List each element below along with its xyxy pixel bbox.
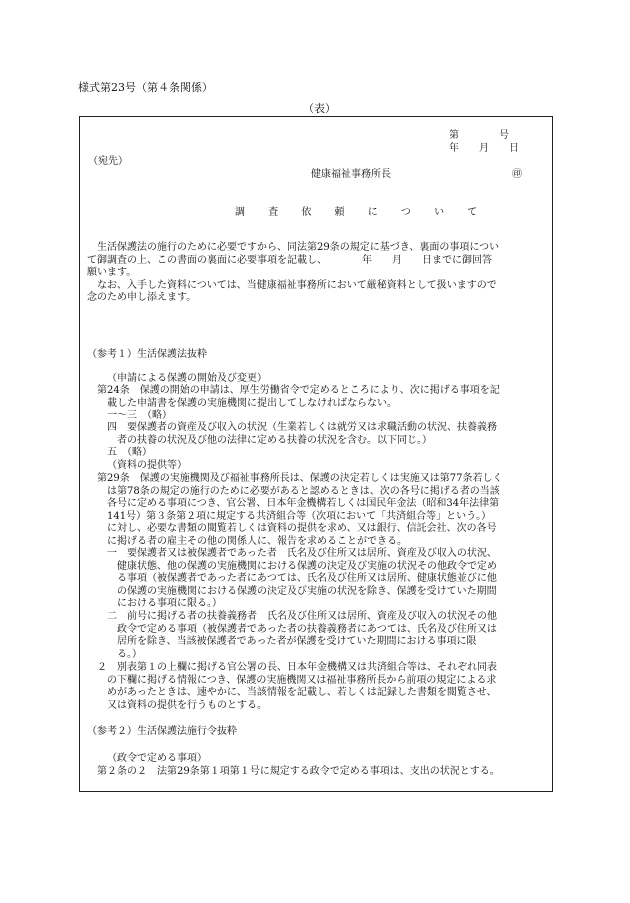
document-date: 年 月 日: [449, 143, 519, 154]
ref2-caption: （政令で定める事項）: [107, 753, 207, 764]
article-29-item-1: 一 要保護者又は被保護者であった者 氏名及び住所又は居所、資産及び収入の状況、 健康状態、他の保護の実施機関における保護の決定及び実施の状況その他政令で定め る事項（被保護者であった者にあつては、氏名及び住所又は居所、健康状態並びに他 の保護の実施機関における保護の決定及び実施の状況を除き、保護を受けていた期間 における事項に限る。）: [107, 548, 497, 609]
article-24-items-1-3: 一～三 （略）: [107, 410, 172, 421]
article-24-item-4: 四 要保護者の資産及び収入の状況（生業若しくは就労又は求職活動の状況、扶養義務 者の扶養の状況及び他の法律に定める扶養の状況を含む。以下同じ。）: [107, 422, 497, 446]
document-number: 第 号: [449, 130, 509, 141]
article-29-paragraph-2: ２ 別表第１の上欄に掲げる官公署の長、日本年金機構又は共済組合等は、それぞれ同表 の下欄に掲げる情報につき、保護の実施機関又は福祉事務所長から前項の規定による求 めがあったときは、速やかに、当該情報を記載し、若しくは記録した書類を閲覧させ、 又は資料の提供を行うものとする。: [97, 662, 497, 711]
addressee: （宛先）: [88, 156, 128, 167]
document-title: 調 査 依 頼 に つ い て: [235, 207, 488, 218]
form-number: 様式第23号（第４条関係）: [78, 81, 213, 94]
seal-mark: ㊞: [512, 169, 522, 180]
article-29: 第29条 保護の実施機関及び福祉事務所長は、保護の決定若しくは実施又は第77条若しく は第78条の規定の施行のために必要があると認めるときは、次の各号に掲げる者の当該 各号に定める事項につき、官公署、日本年金機構若しくは国民年金法（昭和34年法律第 141号）第３条第２項に規定する共済組合等（次項において「共済組合等」という。） に対し、必要な書類の閲覧若しくは資料の提供を求め、又は銀行、信託会社、次の各号 に掲げる者の雇主その他の関係人に、報告を求めることができる。: [97, 473, 503, 547]
ref1-caption-1: （申請による保護の開始及び変更）: [107, 373, 267, 384]
article-24: 第24条 保護の開始の申請は、厚生労働省令で定めるところにより、次に掲げる事項を記 載した申請書を保護の実施機関に提出してしなければならない。: [97, 385, 500, 409]
ref1-heading: （参考１）生活保護法抜粋: [87, 349, 207, 360]
article-29-item-2: 二 前号に掲げる者の扶養義務者 氏名及び住所又は居所、資産及び収入の状況その他 政令で定める事項（被保護者であった者の扶養義務者にあつては、氏名及び住所又は 居所を除き、当該被保護者であった者が保護を受けていた期間における事項に限 る。）: [107, 611, 497, 660]
sender-name: 健康福祉事務所長: [311, 169, 391, 180]
document-frame: [79, 116, 553, 792]
ref2-heading: （参考２）生活保護法施行令抜粋: [87, 726, 237, 737]
request-body: 生活保護法の施行のために必要ですから、同法第29条の規定に基づき、裏面の事項につい て御調査の上、この書面の裏面に必要事項を記載し、 年 月 日までに御回答 願います。 なお、入手した資料については、当健康福祉事務所において厳秘資料として扱いますので 念のため申し添えます。: [87, 242, 500, 303]
article-24-item-5: 五 （略）: [107, 447, 152, 458]
ordinance-article-2-2: 第２条の２ 法第29条第１項第１号に規定する政令で定める事項は、支出の状況とする。: [97, 766, 500, 777]
ref1-caption-2: （資料の提供等）: [107, 460, 187, 471]
page-side-label: （表）: [303, 102, 336, 115]
